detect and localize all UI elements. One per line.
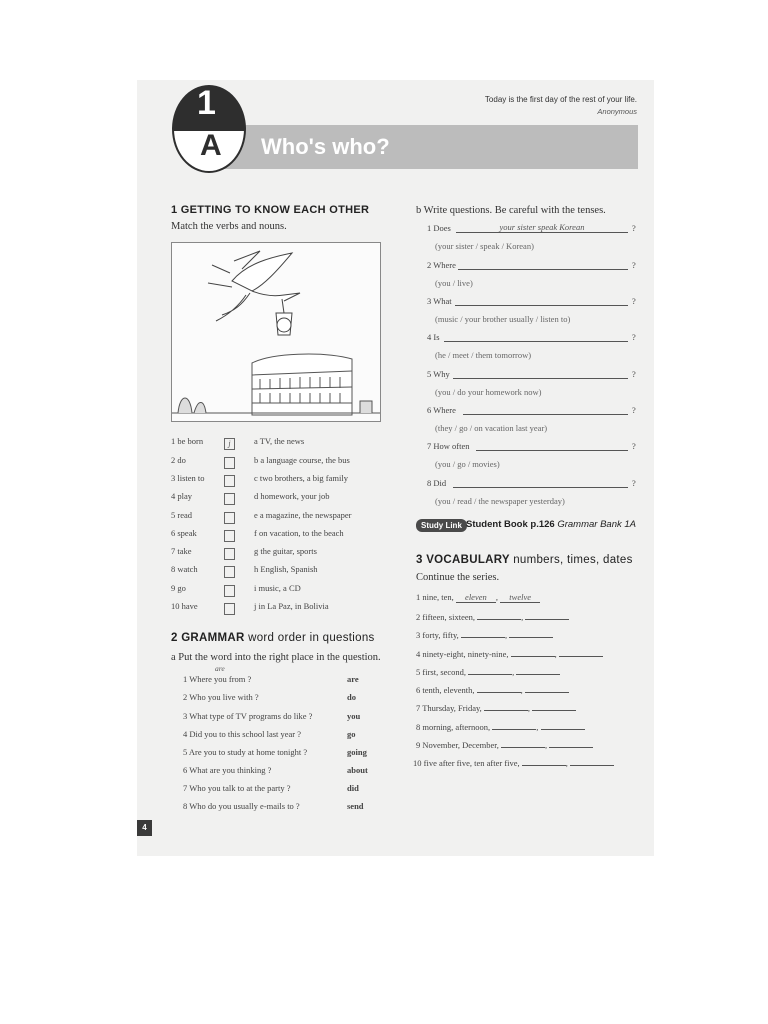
- vocab-answer[interactable]: [525, 683, 569, 693]
- verb-item: 9 go: [171, 583, 186, 593]
- write-answer-line[interactable]: [455, 295, 628, 306]
- question-mark: ?: [632, 369, 636, 379]
- quote-author: Anonymous: [597, 107, 637, 116]
- workbook-page: [137, 80, 654, 856]
- write-question-start: 3 What: [427, 296, 452, 306]
- vocab-prompt: 2 fifteen, sixteen,: [416, 612, 476, 622]
- noun-item: a TV, the news: [254, 436, 305, 446]
- grammar-question: 3 What type of TV programs do like ?: [183, 711, 313, 721]
- question-mark: ?: [632, 296, 636, 306]
- question-mark: ?: [632, 405, 636, 415]
- write-question-start: 7 How often: [427, 441, 470, 451]
- stork-colosseum-illustration: [171, 242, 381, 422]
- write-answer-line[interactable]: your sister speak Korean: [456, 222, 628, 233]
- grammar-question: 6 What are you thinking ?: [183, 765, 272, 775]
- vocab-answer[interactable]: [525, 610, 569, 620]
- write-answer-line[interactable]: [444, 331, 628, 342]
- study-link-text: Student Book p.126: [466, 519, 555, 530]
- verb-item: 1 be born: [171, 436, 204, 446]
- write-hint: (he / meet / them tomorrow): [435, 350, 532, 360]
- vocab-prompt: 4 ninety-eight, ninety-nine,: [416, 649, 509, 659]
- grammar-question: 8 Who do you usually e-mails to ?: [183, 801, 300, 811]
- grammar-word: you: [347, 711, 361, 721]
- noun-item: d homework, your job: [254, 491, 330, 501]
- vocab-answer[interactable]: [549, 738, 593, 748]
- vocab-item: 5 first, second, ,: [416, 665, 560, 677]
- page-title: Who's who?: [261, 134, 390, 159]
- grammar-word: go: [347, 729, 356, 739]
- answer-box[interactable]: [224, 585, 235, 597]
- grammar-word: are: [347, 674, 359, 684]
- vocab-answer[interactable]: [461, 628, 505, 638]
- grammar-question: 5 Are you to study at home tonight ?: [183, 747, 308, 757]
- write-answer-line[interactable]: [453, 368, 628, 379]
- write-hint: (you / go / movies): [435, 459, 500, 469]
- section2-heading: [171, 632, 375, 644]
- write-hint: (they / go / on vacation last year): [435, 423, 548, 433]
- write-answer-line[interactable]: [476, 440, 628, 451]
- vocab-prompt: 9 November, December,: [416, 740, 499, 750]
- vocab-answer[interactable]: [484, 701, 528, 711]
- write-question-start: 8 Did: [427, 478, 447, 488]
- grammar-question: 1 Where you from ?: [183, 674, 252, 684]
- noun-item: c two brothers, a big family: [254, 473, 348, 483]
- answer-box[interactable]: j: [224, 438, 235, 450]
- noun-item: b a language course, the bus: [254, 455, 350, 465]
- grammar-word: do: [347, 692, 356, 702]
- grammar-question: 2 Who you live with ?: [183, 692, 259, 702]
- question-mark: ?: [632, 478, 636, 488]
- page-number: 4: [137, 820, 152, 836]
- answer-box[interactable]: [224, 457, 235, 469]
- section3-heading-light: numbers, times, dates: [513, 554, 633, 566]
- answer-box[interactable]: [224, 603, 235, 615]
- vocab-answer[interactable]: [541, 720, 585, 730]
- verb-item: 3 listen to: [171, 473, 205, 483]
- vocab-answer[interactable]: [477, 610, 521, 620]
- section3-heading: [416, 554, 633, 566]
- vocab-answer[interactable]: [511, 647, 555, 657]
- question-mark: ?: [632, 223, 636, 233]
- vocab-answer[interactable]: [501, 738, 545, 748]
- epigraph: [485, 94, 637, 118]
- section2-instruction-a: a Put the word into the right place in the question.: [171, 652, 381, 663]
- noun-item: h English, Spanish: [254, 564, 318, 574]
- vocab-prompt: 10 five after five, ten after five,: [413, 758, 520, 768]
- write-hint: (music / your brother usually / listen to): [435, 314, 571, 324]
- vocab-answer[interactable]: [559, 647, 603, 657]
- unit-number: 1: [197, 84, 216, 122]
- noun-item: g the guitar, sports: [254, 546, 317, 556]
- verb-item: 2 do: [171, 455, 186, 465]
- study-link-grammar-bank: Grammar Bank 1A: [557, 519, 636, 530]
- grammar-question: 4 Did you to this school last year ?: [183, 729, 302, 739]
- verb-item: 5 read: [171, 510, 193, 520]
- write-hint: (you / do your homework now): [435, 387, 542, 397]
- vocab-item: 9 November, December, ,: [416, 738, 593, 750]
- vocab-prompt: 1 nine, ten,: [416, 592, 454, 602]
- answer-box[interactable]: [224, 566, 235, 578]
- section3-heading-bold: 3 VOCABULARY: [416, 554, 510, 566]
- vocab-answer[interactable]: [532, 701, 576, 711]
- write-question-start: 1 Does: [427, 223, 451, 233]
- answer-box[interactable]: [224, 548, 235, 560]
- write-answer-line[interactable]: [463, 404, 628, 415]
- vocab-prompt: 7 Thursday, Friday,: [416, 703, 482, 713]
- verb-item: 8 watch: [171, 564, 198, 574]
- grammar-word: going: [347, 747, 367, 757]
- question-mark: ?: [632, 332, 636, 342]
- section2-instruction-b: b Write questions. Be careful with the tenses.: [416, 205, 606, 216]
- vocab-prompt: 8 morning, afternoon,: [416, 722, 491, 732]
- section2-heading-bold: 2 GRAMMAR: [171, 632, 245, 644]
- write-question-start: 5 Why: [427, 369, 450, 379]
- study-link-badge: Study Link: [416, 519, 467, 532]
- vocab-prompt: 5 first, second,: [416, 667, 467, 677]
- unit-letter: A: [200, 129, 222, 162]
- verb-item: 7 take: [171, 546, 192, 556]
- answer-box[interactable]: [224, 512, 235, 524]
- vocab-prompt: 3 forty, fifty,: [416, 630, 459, 640]
- write-hint: (your sister / speak / Korean): [435, 241, 534, 251]
- vocab-item: 2 fifteen, sixteen, ,: [416, 610, 569, 622]
- vocab-item: 8 morning, afternoon, ,: [416, 720, 585, 732]
- noun-item: j in La Paz, in Bolivia: [254, 601, 329, 611]
- write-hint: (you / read / the newspaper yesterday): [435, 496, 565, 506]
- question-mark: ?: [632, 260, 636, 270]
- vocab-prompt: 6 tenth, eleventh,: [416, 685, 475, 695]
- vocab-answer[interactable]: [570, 756, 614, 766]
- answer-box[interactable]: [224, 475, 235, 487]
- vocab-answer[interactable]: twelve: [500, 592, 540, 603]
- vocab-answer[interactable]: [509, 628, 553, 638]
- write-hint: (you / live): [435, 278, 473, 288]
- study-link-reference: [466, 519, 636, 530]
- write-question-start: 2 Where: [427, 260, 456, 270]
- section1-instruction: Match the verbs and nouns.: [171, 221, 287, 232]
- grammar-word: did: [347, 783, 359, 793]
- section3-instruction: Continue the series.: [416, 572, 500, 583]
- verb-item: 6 speak: [171, 528, 197, 538]
- answer-box[interactable]: [224, 530, 235, 542]
- vocab-answer[interactable]: [516, 665, 560, 675]
- verb-item: 4 play: [171, 491, 193, 501]
- verb-item: 10 have: [171, 601, 198, 611]
- vocab-item: 10 five after five, ten after five, ,: [413, 756, 614, 768]
- vocab-item: 1 nine, ten, eleven , twelve: [416, 592, 540, 603]
- question-mark: ?: [632, 441, 636, 451]
- write-answer-line[interactable]: [453, 477, 628, 488]
- section2-heading-light: word order in questions: [248, 632, 375, 644]
- vocab-item: 6 tenth, eleventh, ,: [416, 683, 569, 695]
- vocab-answer[interactable]: [477, 683, 521, 693]
- grammar-word: about: [347, 765, 368, 775]
- write-question-start: 6 Where: [427, 405, 456, 415]
- answer-box[interactable]: [224, 493, 235, 505]
- noun-item: i music, a CD: [254, 583, 301, 593]
- noun-item: f on vacation, to the beach: [254, 528, 344, 538]
- vocab-answer[interactable]: [468, 665, 512, 675]
- vocab-answer[interactable]: [492, 720, 536, 730]
- vocab-item: 7 Thursday, Friday, ,: [416, 701, 576, 713]
- grammar-question: 7 Who you talk to at the party ?: [183, 783, 291, 793]
- section1-heading: 1 GETTING TO KNOW EACH OTHER: [171, 204, 370, 216]
- write-question-start: 4 Is: [427, 332, 440, 342]
- quote-text: Today is the first day of the rest of your life.: [484, 95, 637, 104]
- vocab-answer[interactable]: eleven: [456, 592, 496, 603]
- grammar-word: send: [347, 801, 364, 811]
- noun-item: e a magazine, the newspaper: [254, 510, 352, 520]
- vocab-item: 3 forty, fifty, ,: [416, 628, 553, 640]
- example-insertion: are: [215, 664, 225, 673]
- vocab-item: 4 ninety-eight, ninety-nine, ,: [416, 647, 603, 659]
- vocab-answer[interactable]: [522, 756, 566, 766]
- write-answer-line[interactable]: [458, 259, 628, 270]
